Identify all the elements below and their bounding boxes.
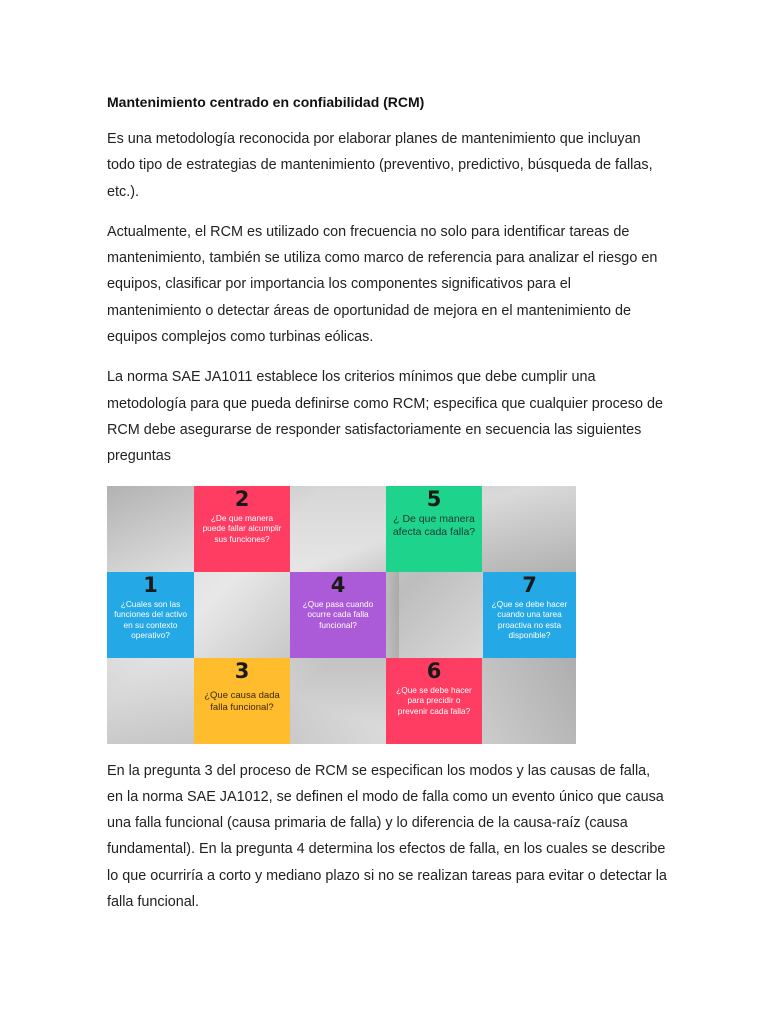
question-7-tile: [483, 572, 576, 658]
question-7-number: 7: [522, 572, 537, 597]
question-3-number: 3: [234, 658, 250, 683]
question-1-tile: [107, 572, 194, 658]
question-6-number: 6: [426, 658, 442, 683]
document-content: [107, 92, 667, 929]
paragraph-intro: Es una metodología reconocida por elaborar planes de mantenimiento que incluyan todo tipo de estrategias de mantenimiento (preventivo, predictivo, búsqueda de fallas, etc.).: [107, 131, 653, 200]
question-3-tile: [194, 658, 290, 744]
rcm-questions-figure: [107, 486, 576, 744]
question-2-number: 2: [234, 486, 250, 511]
question-5-number: 5: [426, 486, 442, 511]
question-6-text: ¿Que se debe hacer para precidir o prevenir cada falla?: [396, 684, 472, 716]
question-4-text: ¿Que pasa cuando ocurre cada falla funcional?: [302, 598, 374, 630]
document-title: Mantenimiento centrado en confiabilidad (RCM): [107, 94, 425, 110]
question-3-text: ¿Que causa dada falla funcional?: [204, 689, 280, 713]
paragraph-norm: La norma SAE JA1011 establece los criterios mínimos que debe cumplir una metodología para que pueda definirse como RCM; especifica que cualquier proceso de RCM debe asegurarse de responder satisfactoriamente en secuencia las siguientes preguntas: [107, 369, 663, 465]
question-6-tile: [386, 658, 482, 744]
question-5-tile: [386, 486, 482, 572]
paragraph-uses: Actualmente, el RCM es utilizado con frecuencia no solo para identificar tareas de mantenimiento, también se utiliza como marco de referencia para analizar el riesgo en equipos, clasificar por importancia los componentes significativos para el mantenimiento o detectar áreas de oportunidad de mejora en el mantenimiento de equipos complejos como turbinas eólicas.: [107, 223, 658, 346]
question-5-text: ¿ De que manera afecta cada falla?: [392, 512, 476, 538]
question-1-text: ¿Cuales son las funciones del activo en su contexto operativo?: [114, 598, 187, 641]
question-2-tile: [194, 486, 290, 572]
question-1-number: 1: [143, 572, 158, 597]
question-7-text: ¿Que se debe hacer cuando una tarea proactiva no esta disponible?: [491, 598, 568, 641]
paragraph-failure-modes: En la pregunta 3 del proceso de RCM se especifican los modos y las causas de falla, en la norma SAE JA1012, se definen el modo de falla como un evento único que causa una falla funcional (causa primaria de falla) y lo diferencia de la causa-raíz (causa fundamental). En la pregunta 4 determina los efectos de falla, en los cuales se describe lo que ocurriría a corto y mediano plazo si no se realizan tareas para evitar o detectar la falla funcional.: [107, 762, 667, 911]
question-4-number: 4: [330, 572, 346, 597]
background-texture-bottom: [107, 658, 576, 744]
background-texture-top: [107, 486, 576, 572]
question-2-text: ¿De que manera puede fallar alcumplir sus funciones?: [202, 512, 282, 544]
question-4-tile: [290, 572, 386, 658]
